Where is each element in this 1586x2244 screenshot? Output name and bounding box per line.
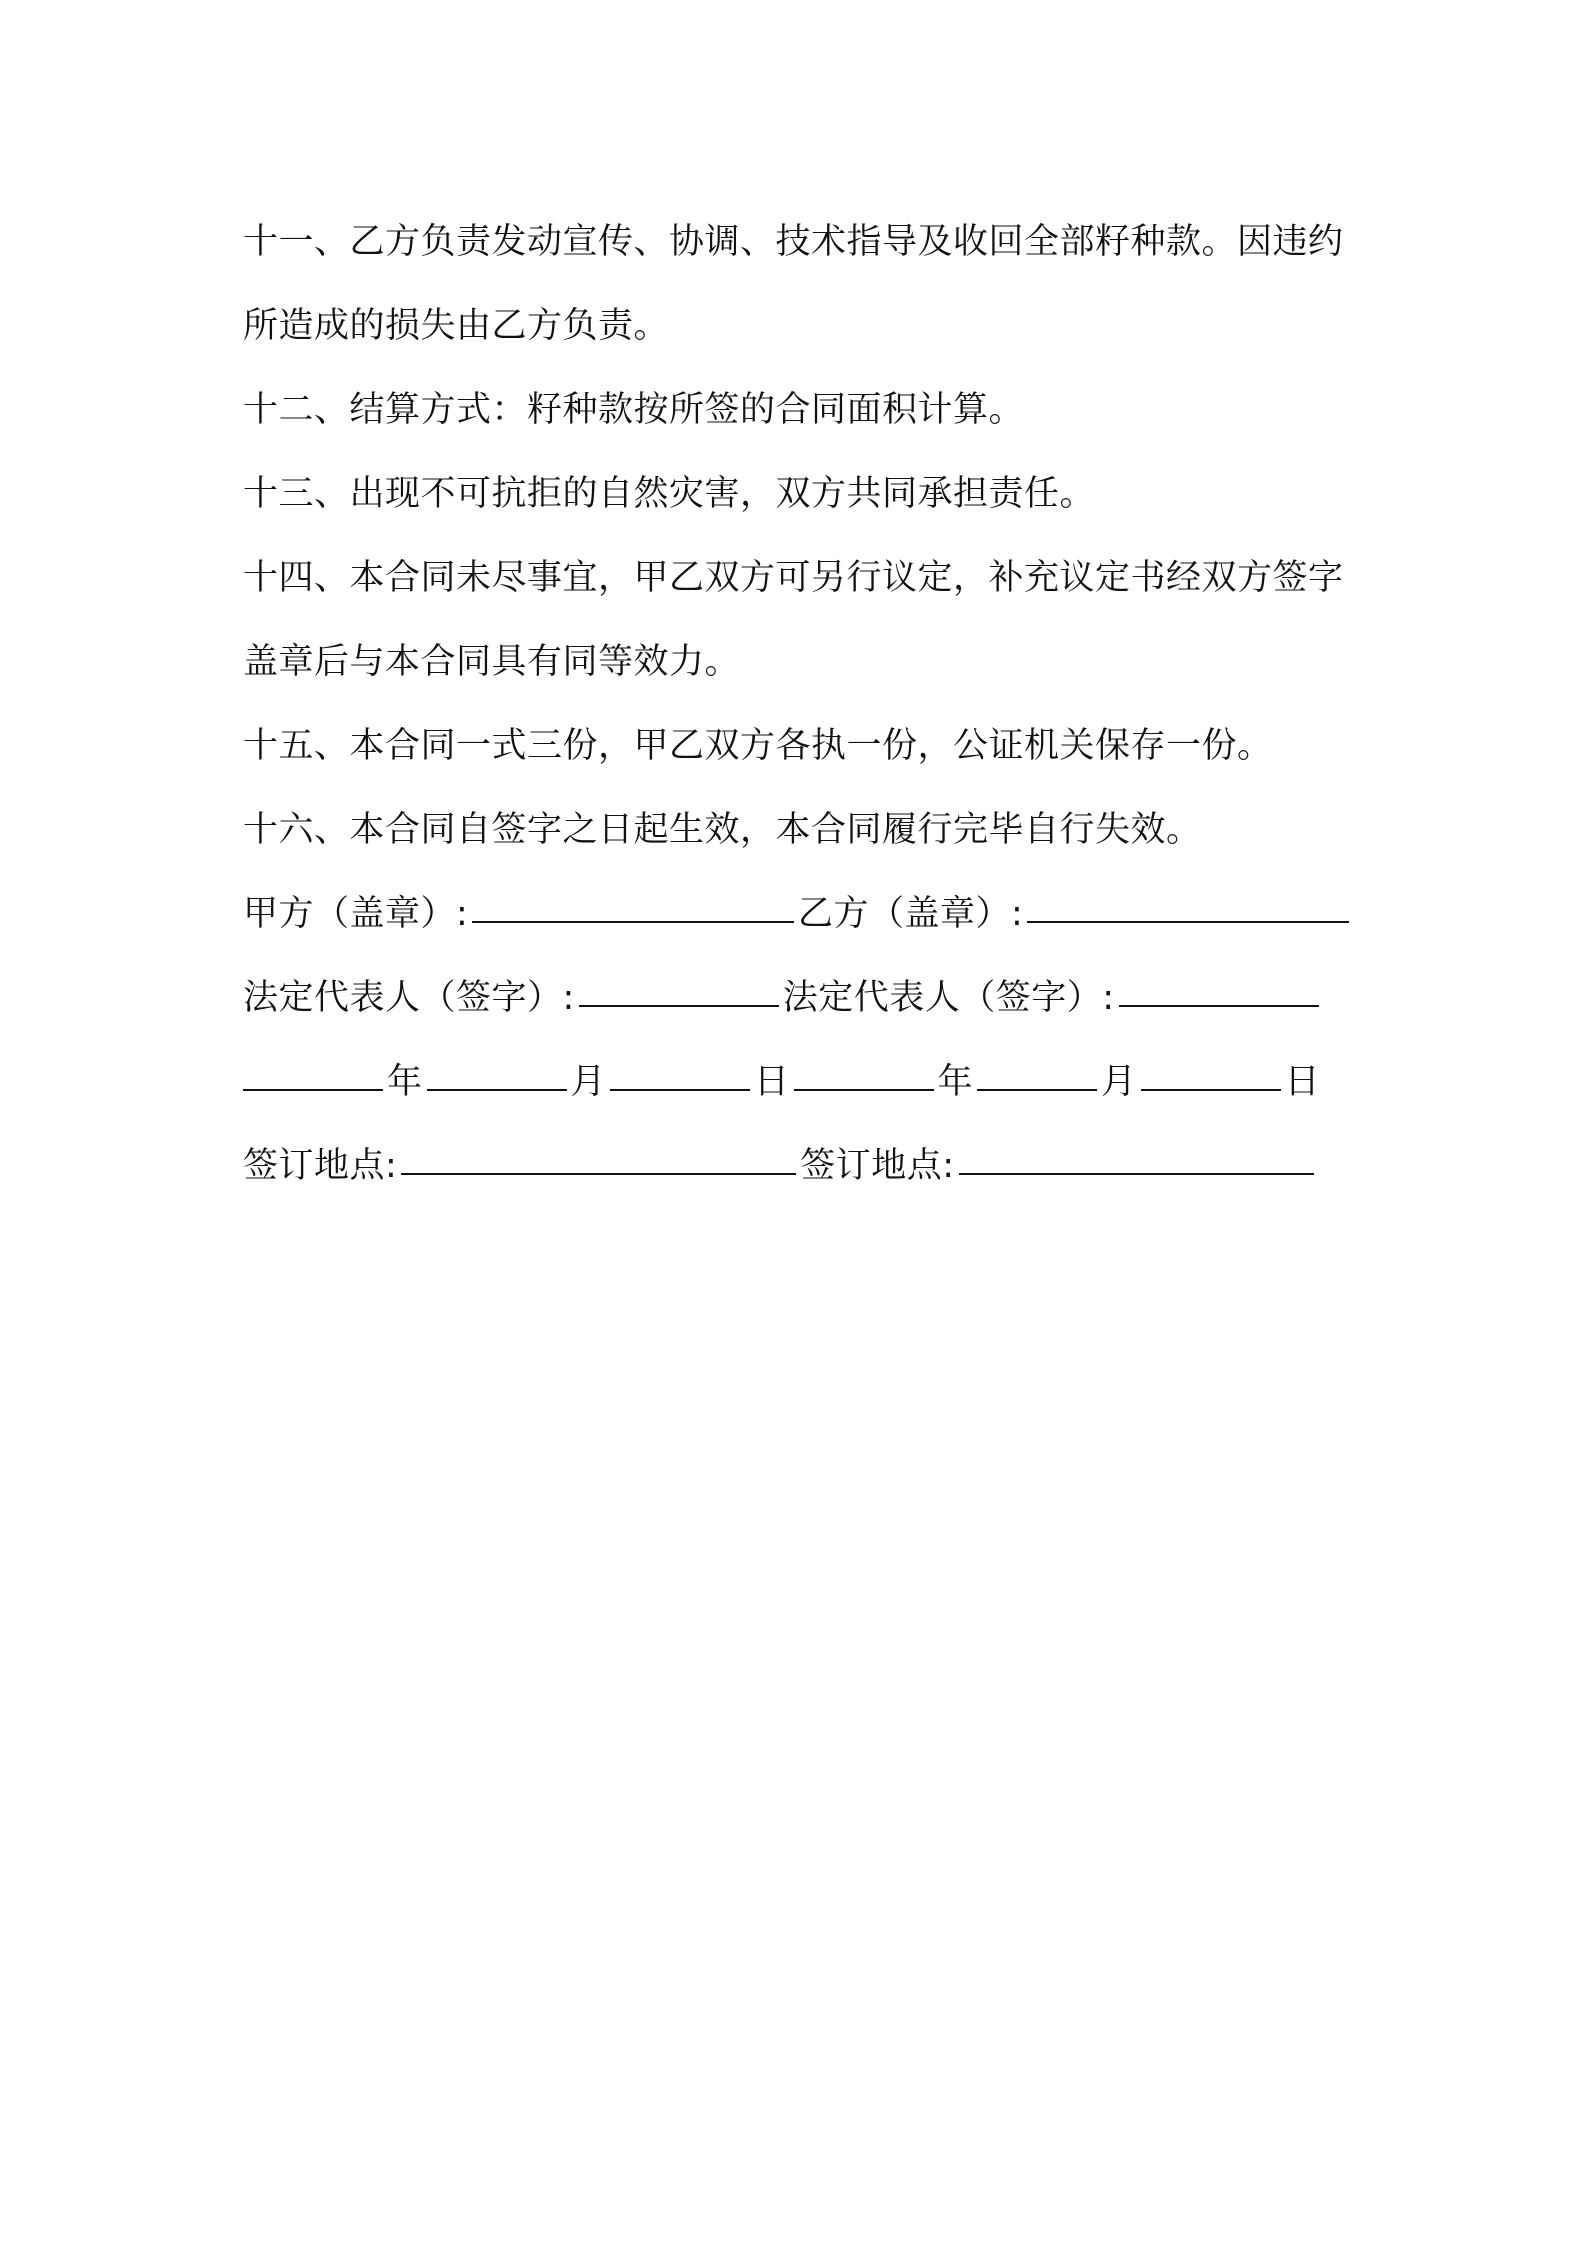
party-a-rep-label: 法定代表人（签字）: [243,978,575,1018]
place-a-label: 签订地点: [243,1146,398,1186]
party-b-month-blank[interactable] [977,1055,1097,1091]
place-b-label: 签订地点: [800,1146,955,1186]
clause-11: 十一、乙方负责发动宣传、协调、技术指导及收回全部籽种款。因违约所造成的损失由乙方负责。 [243,222,1344,346]
clause-16: 十六、本合同自签字之日起生效，本合同履行完毕自行失效。 [243,810,1202,850]
party-b-rep-label: 法定代表人（签字）: [782,978,1115,1018]
party-a-day-label: 日 [754,1062,790,1102]
party-a-year-label: 年 [387,1062,423,1102]
clause-13: 十三、出现不可抗拒的自然灾害，双方共同承担责任。 [243,474,1096,514]
place-a-blank[interactable] [401,1139,796,1175]
representative-line [243,956,1353,1040]
signing-place-line [243,1124,1353,1208]
party-a-year-blank[interactable] [243,1055,383,1091]
party-b-year-blank[interactable] [794,1055,934,1091]
seal-line [243,872,1353,956]
clause-14: 十四、本合同未尽事宜，甲乙双方可另行议定，补充议定书经双方签字盖章后与本合同具有同等效力。 [243,558,1344,682]
party-b-seal-label: 乙方（盖章）: [798,894,1024,934]
party-a-day-blank[interactable] [610,1055,750,1091]
party-b-day-blank[interactable] [1141,1055,1281,1091]
clause-15: 十五、本合同一式三份，甲乙双方各执一份，公证机关保存一份。 [243,726,1273,766]
party-a-month-label: 月 [570,1062,607,1102]
contract-body [243,200,1353,1208]
party-b-day-label: 日 [1284,1062,1321,1102]
place-b-blank[interactable] [959,1139,1314,1175]
party-b-month-label: 月 [1101,1062,1137,1102]
party-b-seal-blank[interactable] [1027,887,1349,923]
party-a-seal-blank[interactable] [472,887,794,923]
party-a-seal-label: 甲方（盖章）: [243,894,469,934]
party-a-month-blank[interactable] [427,1055,567,1091]
party-b-year-label: 年 [937,1062,974,1102]
party-b-rep-blank[interactable] [1119,971,1319,1007]
party-a-rep-blank[interactable] [579,971,779,1007]
clause-12: 十二、结算方式：籽种款按所签的合同面积计算。 [243,390,1025,430]
date-line [243,1040,1353,1124]
